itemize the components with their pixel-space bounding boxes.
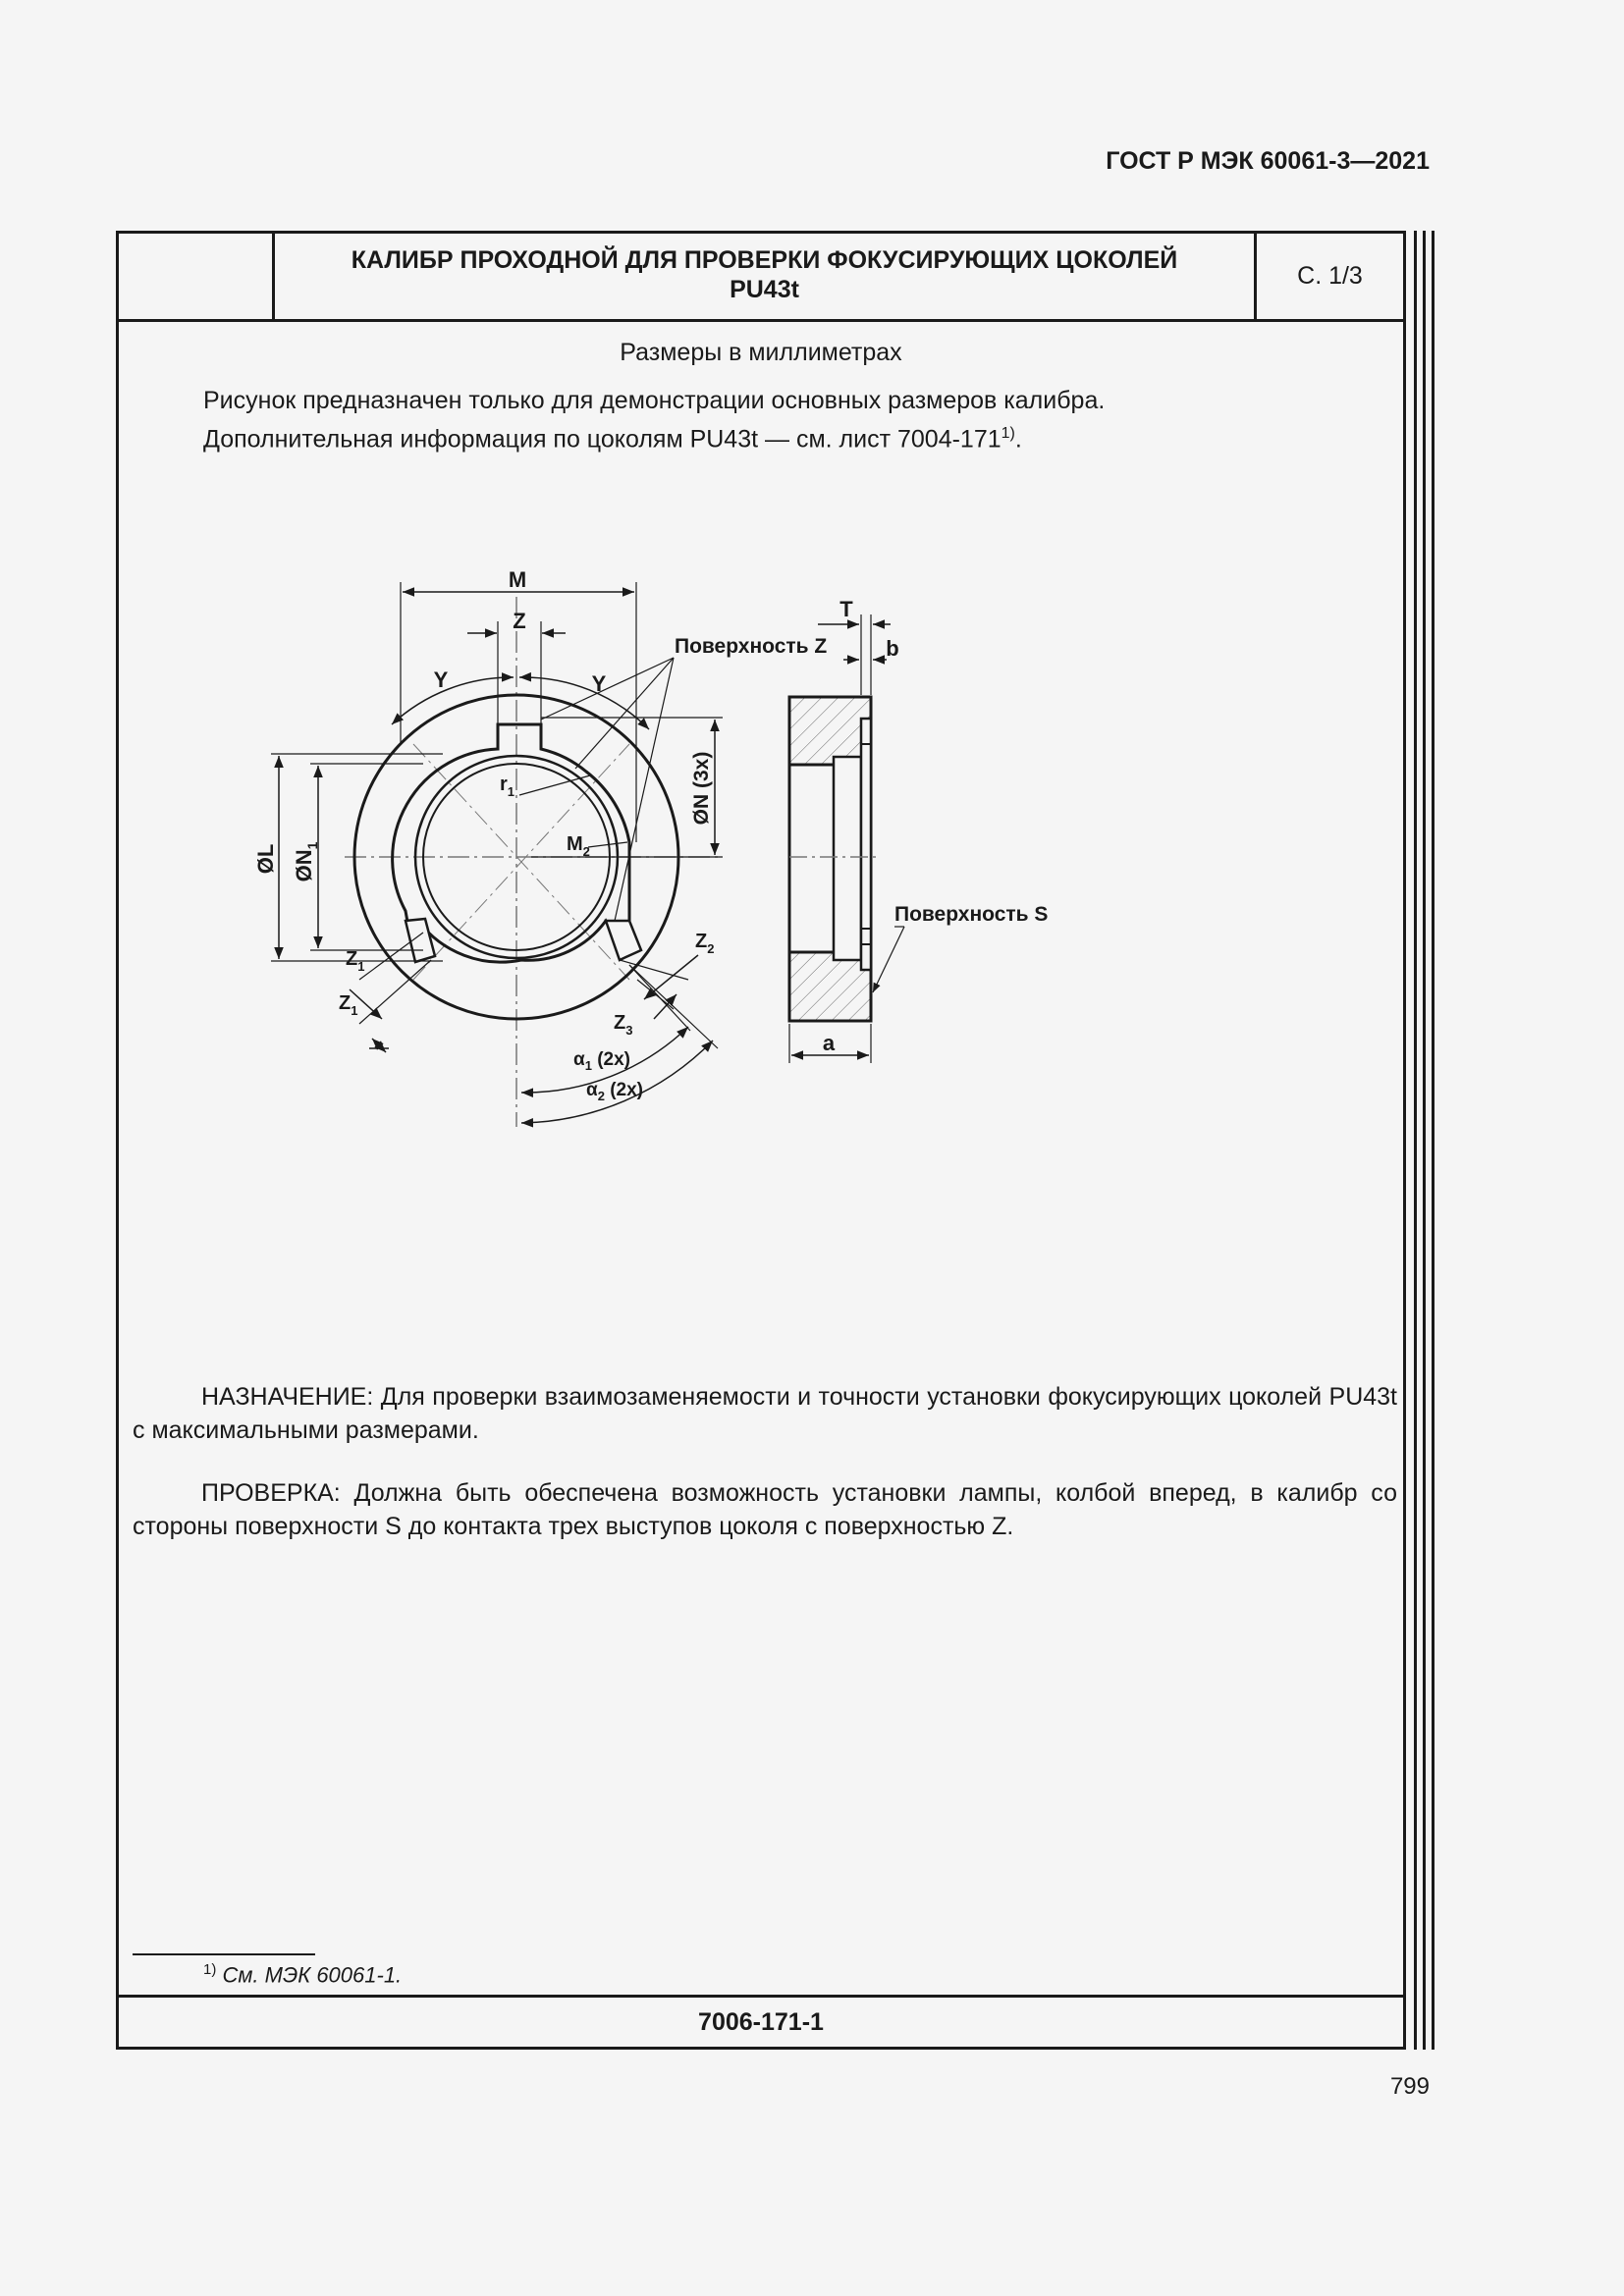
label-Z1a: $Z_1$ (346, 948, 365, 974)
sheet-number: 7006-171-1 (119, 1995, 1403, 2047)
units-note: Размеры в миллиметрах (620, 339, 902, 366)
sheet-title-line2: PU43t (730, 276, 799, 303)
label-dN1: $ØN_1$ (292, 841, 320, 882)
sheet-frame (116, 231, 1406, 2050)
label-r1: $r_1$ (500, 774, 515, 799)
label-Z2: $Z_2$ (695, 931, 715, 956)
sheet-page-ref: С. 1/3 (1297, 262, 1363, 290)
label-dN3: ØN (3x) (690, 751, 713, 826)
sheet-title-line1: КАЛИБР ПРОХОДНОЙ ДЛЯ ПРОВЕРКИ ФОКУСИРУЮЩИХ ЦОКОЛЕЙ (351, 246, 1178, 274)
side-view (789, 614, 904, 1063)
label-Z3: $Z_3$ (614, 1012, 633, 1038)
standard-designation: ГОСТ Р МЭК 60061-3—2021 (1106, 147, 1430, 175)
label-M2: $M_2$ (567, 833, 590, 859)
front-view (271, 582, 723, 1127)
keyway-right (606, 921, 641, 960)
section-recess (861, 719, 871, 970)
footnote-separator (133, 1953, 315, 1955)
dimension-Y-left (392, 677, 514, 724)
label-alpha2: $\alpha_2$ (2x) (586, 1080, 643, 1103)
label-surface-s: Поверхность S (894, 903, 1049, 926)
label-Z1b: $Z_1$ (339, 992, 358, 1018)
demo-note-line2: Дополнительная информация по цоколям PU43t — см. лист 7004-171$^{1)}$. (203, 425, 1022, 454)
keyway-left (406, 919, 435, 962)
label-dL: ØL (253, 843, 278, 875)
section-step (834, 757, 861, 960)
label-Z: Z (513, 609, 526, 633)
purpose-paragraph: НАЗНАЧЕНИЕ: Для проверки взаимозаменяемости и точности установки фокусирующих цоколей PU43t с максимальными размерами. (133, 1383, 1397, 1444)
label-Y-left: Y (433, 667, 449, 692)
sheet-title (275, 234, 1257, 319)
label-Y-right: Y (591, 671, 607, 696)
frame-right-line (1432, 231, 1435, 2050)
frame-right-line (1423, 231, 1426, 2050)
frame-right-line (1414, 231, 1417, 2050)
sheet-header (119, 234, 1403, 322)
page-number: 799 (1389, 2073, 1430, 2100)
gauge-drawing (197, 474, 1356, 1387)
label-a: a (822, 1031, 836, 1055)
label-alpha1: $\alpha_1$ (2x) (573, 1049, 630, 1073)
label-b: b (886, 636, 899, 661)
label-M: M (508, 567, 527, 592)
footnote: $^{1)}$ См. МЭК 60061-1. (203, 1961, 403, 1988)
demo-note (203, 384, 1105, 455)
dimension-Y-right (519, 677, 649, 729)
header-empty-cell (119, 234, 275, 319)
check-paragraph: ПРОВЕРКА: Должна быть обеспечена возможность установки лампы, колбой вперед, в калибр со стороны поверхности S до контакта трех выступов цоколя с поверхностью Z. (133, 1479, 1397, 1540)
label-T: T (839, 597, 853, 621)
label-surface-z: Поверхность Z (675, 635, 828, 658)
demo-note-line1: Рисунок предназначен только для демонстрации основных размеров калибра. (203, 387, 1106, 414)
